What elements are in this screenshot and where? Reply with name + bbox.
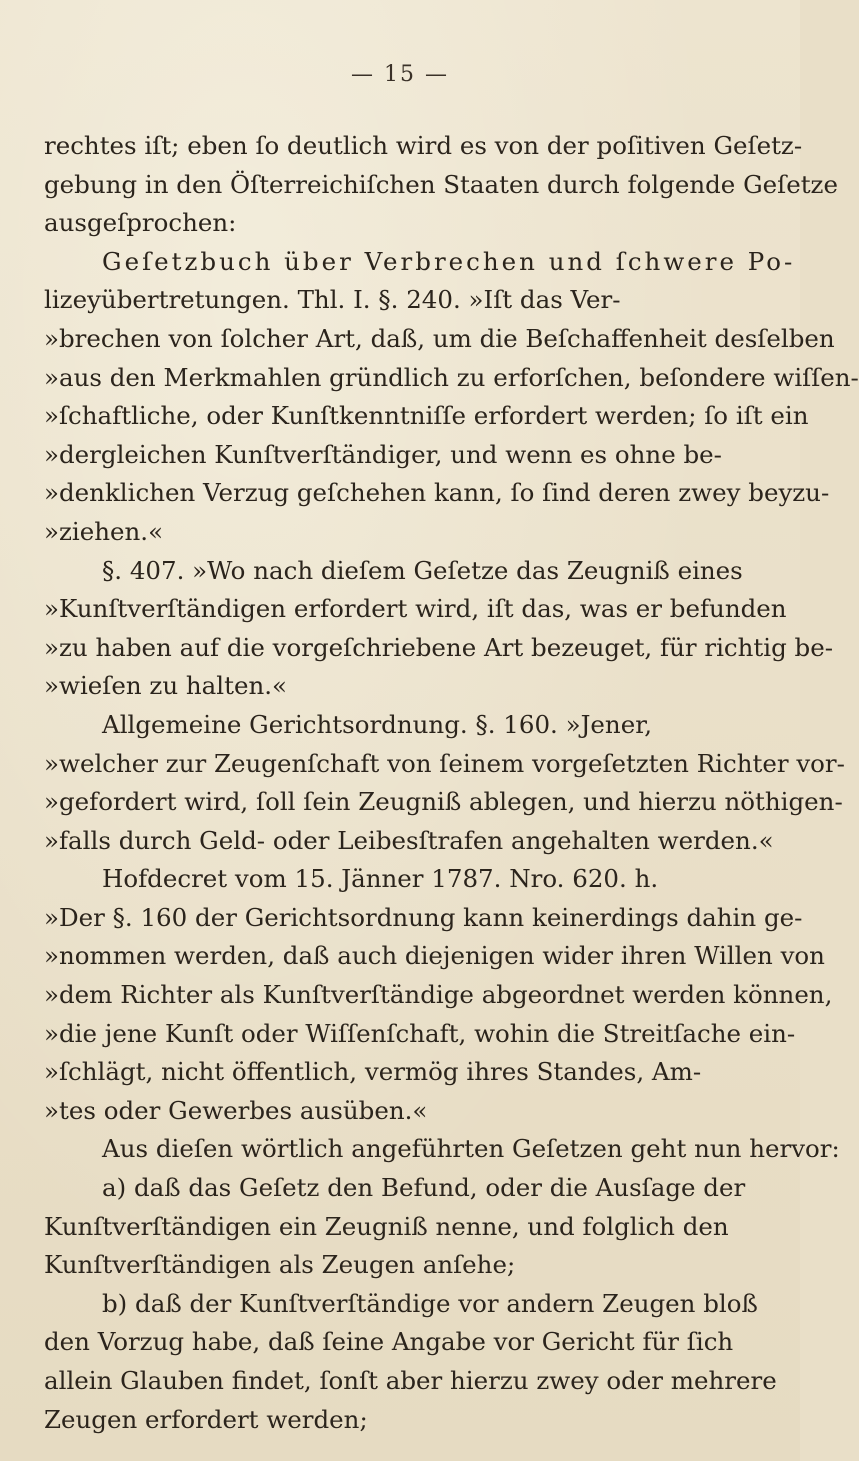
- text-line: »brechen von ſolcher Art, daß, um die Beſchaffenheit desſelben: [44, 323, 835, 353]
- text-line: »ſchlägt, nicht öffentlich, vermög ihres Standes, Am-: [44, 1057, 702, 1087]
- text-line: Kunſtverſtändigen ein Zeugniß nenne, und folglich den: [44, 1211, 729, 1241]
- text-line: »welcher zur Zeugenſchaft von ſeinem vorgeſetzten Richter vor-: [44, 748, 845, 778]
- text-line: ausgeſprochen:: [44, 208, 237, 238]
- text-line: »Kunſtverſtändigen erfordert wird, iſt das, was er befunden: [44, 594, 787, 624]
- text-line: »tes oder Gewerbes ausüben.«: [44, 1095, 428, 1125]
- body-text: [44, 127, 859, 1439]
- text-line: Geſetzbuch über Verbrechen und ſchwere Po-: [102, 246, 796, 276]
- text-line: »ſchaftliche, oder Kunſtkenntniſſe erfordert werden; ſo iſt ein: [44, 401, 809, 431]
- text-line: Kunſtverſtändigen als Zeugen anſehe;: [44, 1250, 516, 1280]
- text-line: b) daß der Kunſtverſtändige vor andern Zeugen bloß: [102, 1288, 758, 1318]
- text-line: Hofdecret vom 15. Jänner 1787. Nro. 620. h.: [102, 864, 659, 894]
- text-line: »dergleichen Kunſtverſtändiger, und wenn es ohne be-: [44, 439, 722, 469]
- text-line: »wieſen zu halten.«: [44, 671, 288, 701]
- text-line: »die jene Kunſt oder Wiſſenſchaft, wohin die Streitſache ein-: [44, 1018, 796, 1048]
- text-line: »denklichen Verzug geſchehen kann, ſo ſind deren zwey beyzu-: [44, 478, 830, 508]
- text-line: §. 407. »Wo nach dieſem Geſetze das Zeugniß eines: [102, 555, 743, 585]
- text-line: »falls durch Geld- oder Leibesſtrafen angehalten werden.«: [44, 825, 774, 855]
- text-line: »gefordert wird, ſoll ſein Zeugniß ablegen, und hierzu nöthigen-: [44, 787, 843, 817]
- text-line: »aus den Merkmahlen gründlich zu erforſchen, beſondere wiſſen-: [44, 362, 859, 392]
- text-line: »nommen werden, daß auch diejenigen wider ihren Willen von: [44, 941, 825, 971]
- text-line: lizeyübertretungen. Thl. I. §. 240. »Iſt das Ver-: [44, 285, 621, 315]
- text-line: Aus dieſen wörtlich angeführten Geſetzen geht nun hervor:: [102, 1134, 840, 1164]
- text-line: »ziehen.«: [44, 516, 164, 546]
- text-line: »dem Richter als Kunſtverſtändige abgeordnet werden können,: [44, 980, 833, 1010]
- page-number: — 15 —: [351, 62, 449, 87]
- text-line: a) daß das Geſetz den Befund, oder die Ausſage der: [102, 1173, 746, 1203]
- text-line: rechtes iſt; eben ſo deutlich wird es von der poſitiven Geſetz-: [44, 131, 803, 160]
- text-line: den Vorzug habe, daß ſeine Angabe vor Gericht für ſich: [44, 1327, 734, 1357]
- text-line: allein Glauben findet, ſonſt aber hierzu zwey oder mehrere: [44, 1366, 777, 1395]
- text-line: Allgemeine Gerichtsordnung. §. 160. »Jener,: [102, 709, 653, 739]
- text-line: gebung in den Öſterreichiſchen Staaten durch folgende Geſetze: [44, 169, 838, 199]
- text-line: »Der §. 160 der Gerichtsordnung kann keinerdings dahin ge-: [44, 902, 803, 932]
- text-line: »zu haben auf die vorgeſchriebene Art bezeuget, für richtig be-: [44, 632, 834, 662]
- text-line: Zeugen erfordert werden;: [44, 1404, 368, 1434]
